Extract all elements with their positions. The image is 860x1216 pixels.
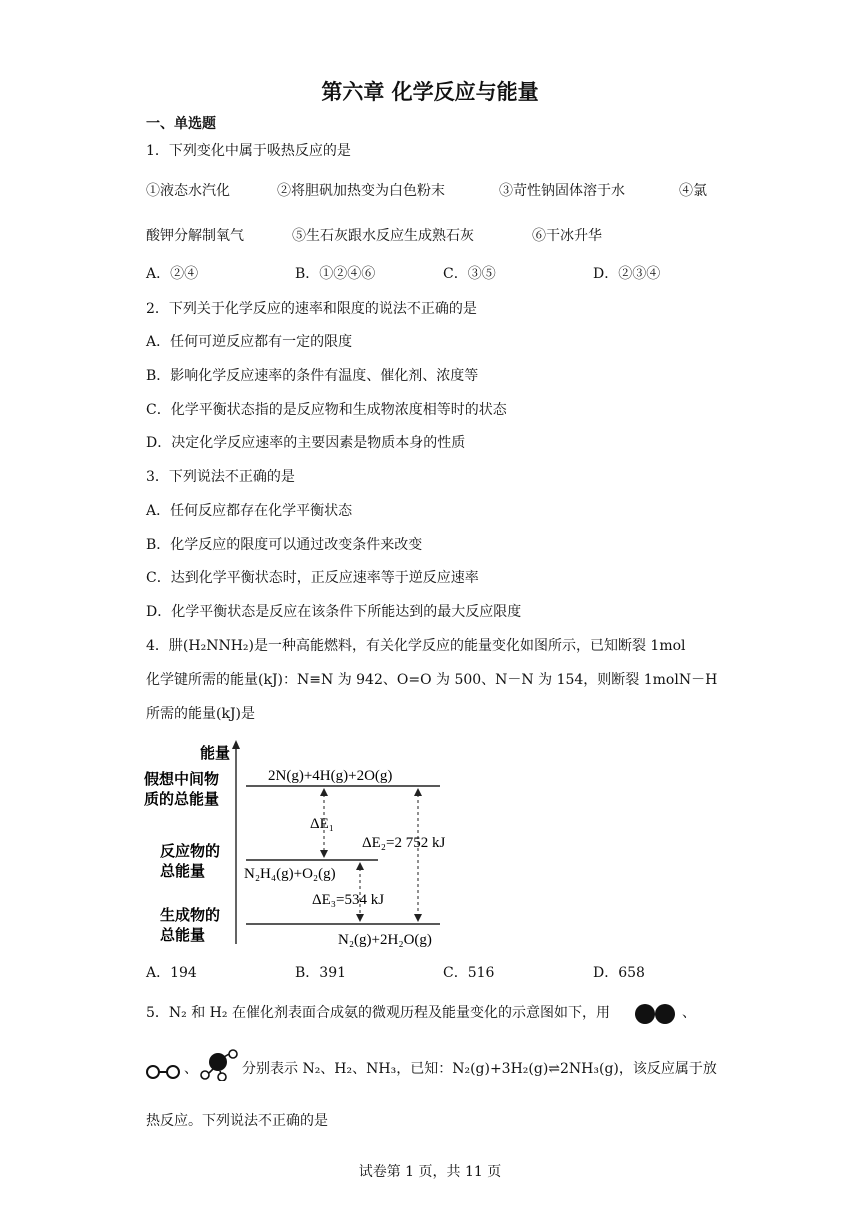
level2-label: 反应物的	[160, 842, 221, 860]
q5-separator: 、	[682, 1005, 696, 1021]
delta-e2-label: ΔE₂=2 752 kJ	[362, 835, 446, 851]
h2-molecule-icon	[144, 1059, 184, 1081]
n2-molecule-icon	[632, 1003, 680, 1025]
product-species: N₂(g)+2H₂O(g)	[338, 932, 432, 948]
q4-text-line: 化学键所需的能量(kJ)：N≡N 为 942、O=O 为 500、N－N 为 154，则断裂 1molN－H	[146, 672, 718, 688]
level3-label: 生成物的	[160, 906, 221, 924]
q3-option-c: C．达到化学平衡状态时，正反应速率等于逆反应速率	[146, 570, 479, 586]
q2-option-d: D．决定化学反应速率的主要因素是物质本身的性质	[146, 435, 466, 451]
q1-item: ①液态水汽化	[146, 183, 230, 199]
q5-separator: 、	[184, 1061, 198, 1077]
level3-label: 总能量	[160, 926, 206, 944]
q1-option-d: D．②③④	[593, 266, 661, 282]
q1-item: ⑥干冰升华	[532, 228, 602, 244]
level2-label: 总能量	[160, 862, 206, 880]
nh3-molecule-icon	[198, 1049, 240, 1081]
reactant-species: N₂H₄(g)+O₂(g)	[244, 866, 336, 882]
level1-label: 质的总能量	[144, 790, 220, 808]
q4-option-d: D．658	[593, 965, 645, 981]
q3-option-a: A．任何反应都存在化学平衡状态	[146, 503, 353, 519]
y-axis-label: 能量	[200, 744, 231, 762]
q1-option-a: A．②④	[146, 266, 199, 282]
q1-option-b: B．①②④⑥	[295, 266, 376, 282]
q5-text-line: 热反应。下列说法不正确的是	[146, 1113, 328, 1129]
delta-e3-label: ΔE₃=534 kJ	[312, 892, 385, 908]
q1-item: ⑤生石灰跟水反应生成熟石灰	[292, 228, 474, 244]
q4-option-b: B．391	[295, 965, 347, 981]
q5-text-line: 分别表示 N₂、H₂、NH₃，已知：N₂(g)+3H₂(g)⇌2NH₃(g)，该反应属于放	[242, 1061, 717, 1077]
q4-option-c: C．516	[443, 965, 495, 981]
q2-option-b: B．影响化学反应速率的条件有温度、催化剂、浓度等	[146, 368, 479, 384]
q5-text-line: 5．N₂ 和 H₂ 在催化剂表面合成氨的微观历程及能量变化的示意图如下，用	[146, 1005, 610, 1021]
section-heading: 一、单选题	[146, 116, 216, 132]
page-title: 第六章 化学反应与能量	[321, 80, 539, 104]
page-footer: 试卷第 1 页，共 11 页	[358, 1164, 502, 1180]
delta-e1-label: ΔE₁	[310, 816, 335, 832]
q1-option-c: C．③⑤	[443, 266, 496, 282]
q1-item: ②将胆矾加热变为白色粉末	[277, 183, 445, 199]
q4-text-line: 所需的能量(kJ)是	[146, 706, 256, 722]
energy-diagram	[140, 738, 480, 950]
q1-item: 酸钾分解制氧气	[146, 228, 244, 244]
q1-item: ③苛性钠固体溶于水	[499, 183, 625, 199]
q4-option-a: A．194	[146, 965, 197, 981]
q3-option-b: B．化学反应的限度可以通过改变条件来改变	[146, 537, 423, 553]
q1-item: ④氯	[679, 183, 707, 199]
q2-option-a: A．任何可逆反应都有一定的限度	[146, 334, 353, 350]
q2-option-c: C．化学平衡状态指的是反应物和生成物浓度相等时的状态	[146, 402, 507, 418]
level1-label: 假想中间物	[144, 770, 220, 788]
q4-text-line: 4．肼(H₂NNH₂)是一种高能燃料，有关化学反应的能量变化如图所示，已知断裂 1mol	[146, 638, 686, 654]
q1-stem: 1．下列变化中属于吸热反应的是	[146, 143, 351, 159]
q3-stem: 3．下列说法不正确的是	[146, 469, 295, 485]
q2-stem: 2．下列关于化学反应的速率和限度的说法不正确的是	[146, 301, 477, 317]
q3-option-d: D．化学平衡状态是反应在该条件下所能达到的最大反应限度	[146, 604, 522, 620]
top-species: 2N(g)+4H(g)+2O(g)	[268, 768, 393, 784]
